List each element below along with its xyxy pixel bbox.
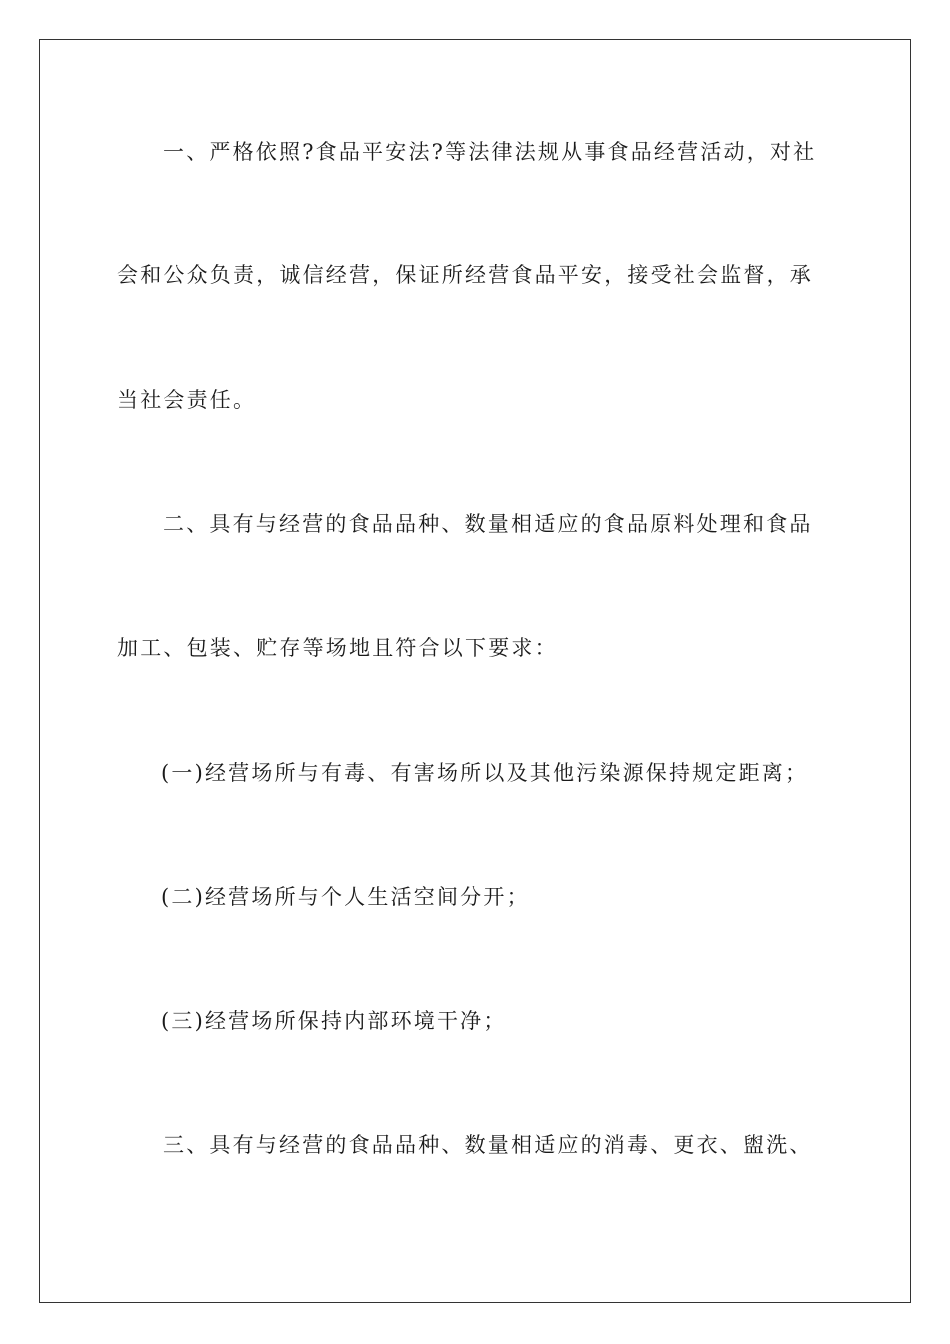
page-frame — [39, 39, 911, 1303]
section-1-line-1: 一、严格依照?食品平安法?等法律法规从事食品经营活动，对社 — [163, 140, 817, 164]
section-2-item-1: (一)经营场所与有毒、有害场所以及其他污染源保持规定距离； — [161, 761, 809, 785]
section-2-item-3: (三)经营场所保持内部环境干净； — [161, 1009, 507, 1033]
section-2-line-2: 加工、包装、贮存等场地且符合以下要求： — [117, 636, 558, 660]
section-2-line-1: 二、具有与经营的食品品种、数量相适应的食品原料处理和食品 — [163, 512, 813, 536]
section-1-line-2: 会和公众负责，诚信经营，保证所经营食品平安，接受社会监督，承 — [117, 263, 813, 287]
section-2-item-2: (二)经营场所与个人生活空间分开； — [161, 885, 530, 909]
section-1-line-3: 当社会责任。 — [117, 388, 257, 412]
section-3-line-1: 三、具有与经营的食品品种、数量相适应的消毒、更衣、盥洗、 — [163, 1133, 813, 1157]
